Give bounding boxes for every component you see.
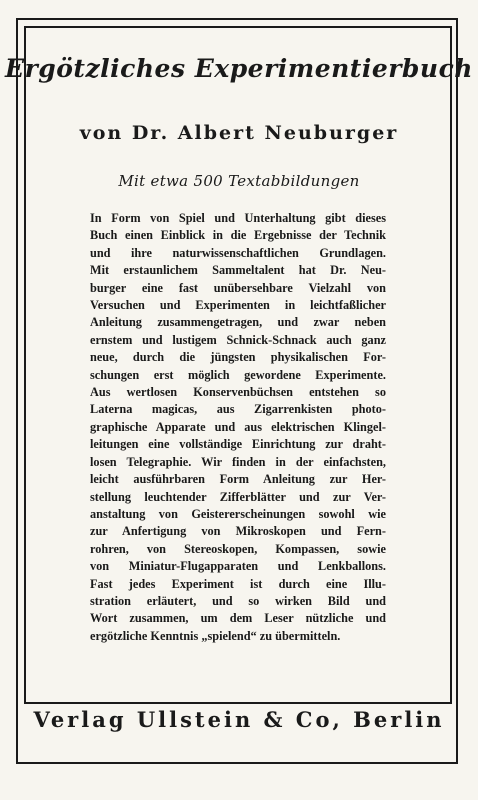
description-line: Anleitung zusammengetragen, und zwar neben — [90, 315, 386, 330]
description-line: ernstem und lustigem Schnick-Schnack auch ganz — [90, 332, 386, 347]
description-line: anstaltung von Geistererscheinungen sowohl wie — [90, 506, 386, 521]
description-line: graphische Apparate und aus elektrischen Klingel- — [90, 419, 386, 434]
description-line: zur Anfertigung von Mikroskopen und Fern- — [90, 524, 386, 539]
description-line: rohren, von Stereoskopen, Kompassen, sowie — [90, 541, 386, 556]
subtitle: Mit etwa 500 Textabbildungen — [118, 172, 360, 190]
description-line: Buch einen Einblick in die Ergebnisse der Technik — [90, 228, 386, 243]
description-line: stellung leuchtender Zifferblätter und zur Ver- — [90, 489, 386, 504]
description-paragraph — [90, 210, 386, 645]
description-line: In Form von Spiel und Unterhaltung gibt dieses — [90, 211, 386, 225]
description-line: neue, durch die jüngsten physikalischen For- — [90, 350, 386, 365]
description-line: und ihre naturwissenschaftlichen Grundlagen. — [90, 245, 386, 260]
description-line: Mit erstaunlichem Sammeltalent hat Dr. Neu- — [90, 263, 386, 278]
publisher-imprint: Verlag Ullstein & Co, Berlin — [33, 707, 445, 732]
description-line: burger eine fast unübersehbare Vielzahl von — [90, 280, 386, 295]
description-line: Laterna magicas, aus Zigarrenkisten photo- — [90, 402, 386, 417]
description-line: leicht ausführbaren Form Anleitung zur Her- — [90, 472, 386, 487]
description-line: von Miniatur-Flugapparaten und Lenkballons. — [90, 559, 386, 574]
description-line: Versuchen und Experimenten in leichtfaßlicher — [90, 298, 386, 313]
description-line: Fast jedes Experiment ist durch eine Illu- — [90, 576, 386, 591]
description-line: Wort zusammen, um dem Leser nützliche und — [90, 611, 386, 626]
description-line: leitungen eine vollständige Einrichtung zur draht- — [90, 437, 386, 452]
author-line: von Dr. Albert Neuburger — [79, 122, 399, 144]
book-title: Ergötzliches Experimentierbuch — [5, 54, 473, 83]
description-line: stration erläutert, und so wirken Bild und — [90, 593, 386, 608]
description-line: ergötzliche Kenntnis „spielend“ zu übermitteln. — [90, 628, 341, 643]
description-line: losen Telegraphie. Wir finden in der einfachsten, — [90, 454, 386, 469]
description-line: Aus wertlosen Konservenbüchsen entstehen so — [90, 385, 386, 400]
description-line: schungen erst möglich gewordene Experimente. — [90, 367, 386, 382]
